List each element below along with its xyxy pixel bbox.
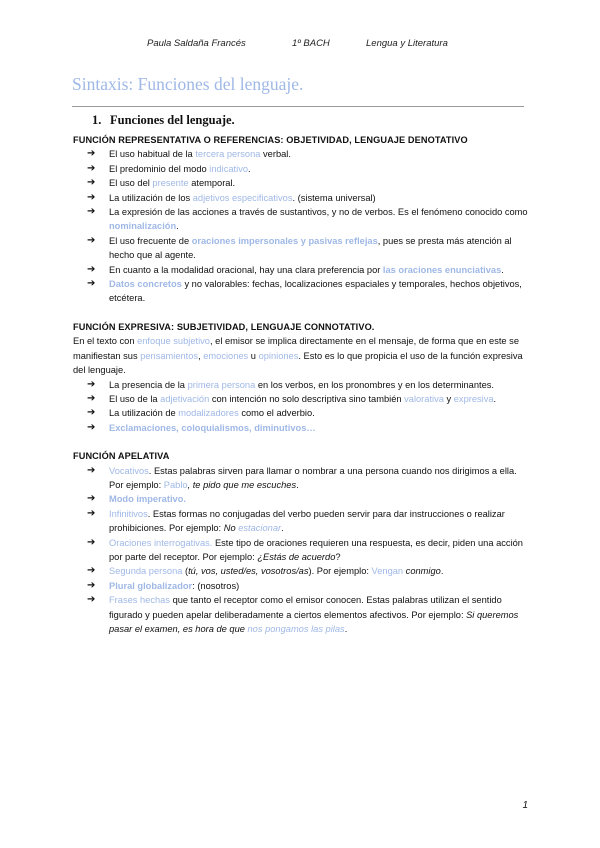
list-item: ➔ Modo imperativo. <box>73 492 533 506</box>
header-subject: Lengua y Literatura <box>366 38 448 49</box>
list-item: ➔ El uso del presente atemporal. <box>73 176 533 190</box>
list-item: ➔ Segunda persona (tú, vos, usted/es, vosotros/as). Por ejemplo: Vengan conmigo. <box>73 564 533 578</box>
arrow-icon: ➔ <box>87 191 96 203</box>
arrow-icon: ➔ <box>87 392 96 404</box>
list-item: ➔ Oraciones interrogativas. Este tipo de oraciones requieren una respuesta, es decir, piden una acción por parte del receptor. Por ejemplo: ¿Estás de acuerdo? <box>87 536 523 562</box>
arrow-icon: ➔ <box>87 162 96 174</box>
arrow-icon: ➔ <box>87 234 96 246</box>
list-item: ➔ El uso frecuente de oraciones impersonales y pasivas reflejas, pues se presta más atención al hecho que al agente. <box>87 234 512 261</box>
list-item: ➔ La expresión de las acciones a través de sustantivos, y no de verbos. Es el fenómeno conocido como nominalización. <box>87 206 528 232</box>
list-item: ➔ Vocativos. Estas palabras sirven para llamar o nombrar a una persona cuando nos dirigimos a ella. Por ejemplo: Pablo, te pido que me escuches. <box>87 464 517 490</box>
expresiva-list <box>73 378 533 436</box>
arrow-icon: ➔ <box>87 148 96 160</box>
arrow-icon: ➔ <box>87 177 96 189</box>
representativa-title: FUNCIÓN REPRESENTATIVA O REFERENCIAS: OBJETIVIDAD, LENGUAJE DENOTATIVO <box>73 135 468 145</box>
heading-number: 1. <box>92 113 102 127</box>
arrow-icon: ➔ <box>87 263 96 275</box>
representativa-list <box>73 147 533 305</box>
list-item: ➔ En cuanto a la modalidad oracional, hay una clara preferencia por las oraciones enunciativas. <box>73 263 533 277</box>
title-divider <box>72 106 524 107</box>
list-item: ➔ El uso de la adjetivación con intención no solo descriptiva sino también valorativa y expresiva. <box>73 392 533 406</box>
arrow-icon: ➔ <box>87 464 96 476</box>
arrow-icon: ➔ <box>87 579 96 591</box>
list-item: ➔ Frases hechas que tanto el receptor como el emisor conocen. Estas palabras utilizan el sentido figurado y pueden apelar deliberadamente a ciertos elementos afectivos. Por ejemplo: Si queremos pasar el examen, es hora de que nos pongamos las pilas. <box>87 594 519 634</box>
list-item: ➔ Plural globalizador: (nosotros) <box>73 579 533 593</box>
header-author: Paula Saldaña Francés <box>147 38 246 49</box>
list-item: ➔ El uso habitual de la tercera persona verbal. <box>73 147 533 161</box>
list-item: ➔ El predominio del modo indicativo. <box>73 162 533 176</box>
list-item: ➔ Exclamaciones, coloquialismos, diminutivos… <box>73 421 533 435</box>
heading-text: Funciones del lenguaje. <box>110 113 235 127</box>
page-number: 1 <box>522 800 528 811</box>
list-item: ➔ Infinitivos. Estas formas no conjugadas del verbo pueden servir para dar instrucciones o realizar prohibiciones. Por ejemplo: No estacionar. <box>87 507 505 534</box>
document-title: Sintaxis: Funciones del lenguaje. <box>72 74 304 94</box>
apelativa-title: FUNCIÓN APELATIVA <box>73 451 170 462</box>
list-item: ➔ La presencia de la primera persona en los verbos, en los pronombres y en los determinantes. <box>73 378 533 392</box>
arrow-icon: ➔ <box>87 407 96 419</box>
expresiva-title: FUNCIÓN EXPRESIVA: SUBJETIVIDAD, LENGUAJE CONNOTATIVO. <box>73 321 375 332</box>
arrow-icon: ➔ <box>87 507 96 519</box>
arrow-icon: ➔ <box>87 278 96 290</box>
section-heading <box>92 113 235 128</box>
arrow-icon: ➔ <box>87 378 96 390</box>
list-item: ➔ Datos concretos y no valorables: fechas, localizaciones espaciales y temporales, hechos objetivos, etcétera. <box>87 278 522 304</box>
arrow-icon: ➔ <box>87 206 96 218</box>
arrow-icon: ➔ <box>87 421 96 433</box>
document-body <box>73 133 533 636</box>
list-item: ➔ La utilización de modalizadores como el adverbio. <box>73 406 533 420</box>
arrow-icon: ➔ <box>87 594 96 606</box>
header-course: 1º BACH <box>292 38 330 49</box>
list-item: ➔ La utilización de los adjetivos especificativos. (sistema universal) <box>73 191 533 205</box>
arrow-icon: ➔ <box>87 493 96 505</box>
arrow-icon: ➔ <box>87 536 96 548</box>
apelativa-list <box>73 464 533 637</box>
arrow-icon: ➔ <box>87 565 96 577</box>
expresiva-intro: En el texto con enfoque subjetivo, el emisor se implica directamente en el mensaje, de forma que en este se manifiestan sus pensamientos, emociones u opiniones. Esto es lo que propicia el uso de la función expresiva del lenguaje. <box>73 336 523 376</box>
